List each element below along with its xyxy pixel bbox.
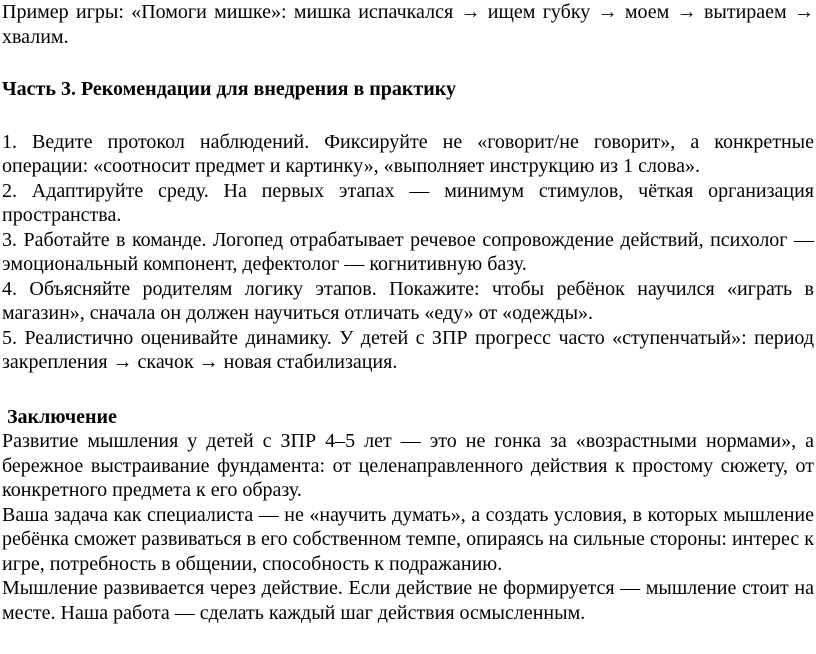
recommendation-item-2: 2. Адаптируйте среду. На первых этапах — минимум стимулов, чёткая организация пространства. [2,179,814,226]
recommendations-list [2,130,814,375]
spacer [2,49,814,77]
conclusion-body [2,429,814,625]
spacer [2,102,814,130]
conclusion-heading: Заключение [7,405,117,428]
part3-heading: Часть 3. Рекомендации для внедрения в практику [2,78,457,100]
game-example-paragraph: Пример игры: «Помоги мишке»: мишка испачкался → ищем губку → моем → вытираем → хвалим. [2,1,814,48]
recommendation-item-3: 3. Работайте в команде. Логопед отрабатывает речевое сопровождение действий, психолог — эмоциональный компонент, дефектолог — когнитивную базу. [2,228,814,275]
recommendation-item-5: 5. Реалистично оценивайте динамику. У детей с ЗПР прогресс часто «ступенчатый»: период закрепления → скачок → новая стабилизация. [2,326,814,373]
conclusion-paragraph-2: Ваша задача как специалиста — не «научить думать», а создать условия, в которых мышление ребёнка сможет развиваться в его собственном темпе, опираясь на сильные стороны: интерес к игре, потребность в общении, способность к подражанию. [2,503,814,575]
recommendation-item-4: 4. Объясняйте родителям логику этапов. Покажите: чтобы ребёнок научился «играть в магазин», сначала он должен научиться отличать «еду» от «одежды». [2,277,814,324]
conclusion-paragraph-3: Мышление развивается через действие. Если действие не формируется — мышление стоит на месте. Наша работа — сделать каждый шаг действия осмысленным. [2,577,814,624]
recommendation-item-1: 1. Ведите протокол наблюдений. Фиксируйте не «говорит/не говорит», а конкретные операции: «соотносит предмет и картинку», «выполняет инструкцию из 1 слова». [2,130,814,177]
spacer [2,375,814,405]
conclusion-paragraph-1: Развитие мышления у детей с ЗПР 4–5 лет — это не гонка за «возрастными нормами», а бережное выстраивание фундамента: от целенаправленного действия к простому сюжету, от конкретного предмета к его образу. [2,430,814,501]
